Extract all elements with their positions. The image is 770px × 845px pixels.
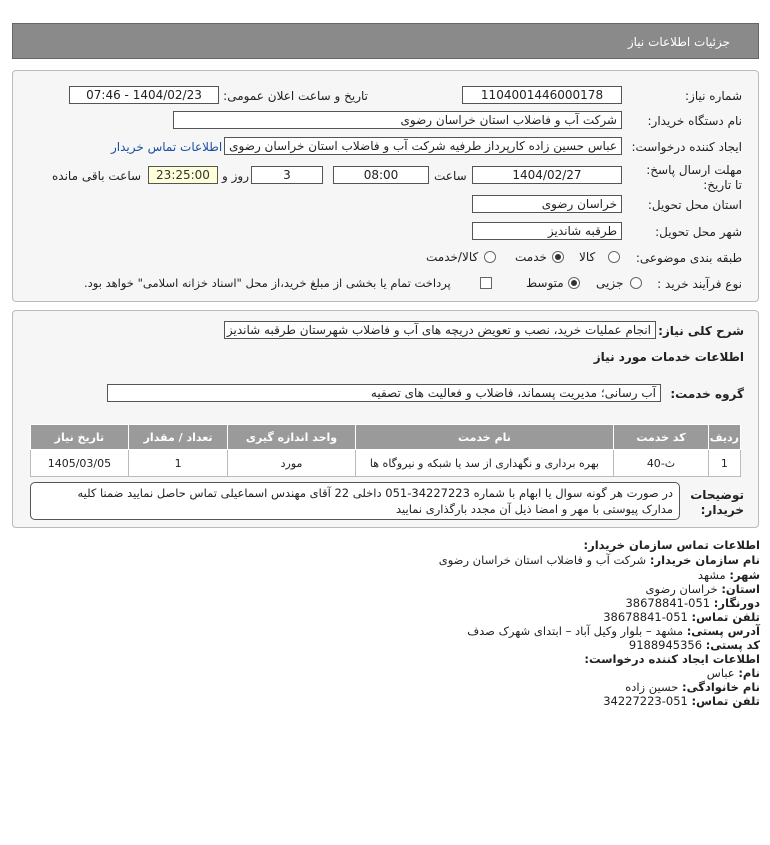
remaining-time-field: 23:25:00 (148, 166, 218, 184)
col-code-header: کد خدمت (614, 425, 709, 450)
buyer-label: نام دستگاه خریدار: (647, 114, 742, 128)
category-radio-service[interactable] (552, 251, 564, 263)
treasury-payment-note: پرداخت تمام یا بخشی از مبلغ خرید،از محل "اسناد خزانه اسلامی" خواهد بود. (84, 276, 451, 290)
table-row (31, 450, 741, 477)
org-address: مشهد – بلوار وکیل آباد – ابتدای شهرک صدف (467, 624, 684, 638)
cell-name: بهره برداری و نگهداری از سد یا شبکه و نیروگاه ها (355, 450, 613, 477)
days-field: 3 (251, 166, 323, 184)
buyer-notes-line1: در صورت هر گونه سوال یا ابهام با شماره 34227223-051 داخلی 22 آقای مهندس اسماعیلی تماس حاصل نمایید ضمنا کلیه (77, 486, 673, 500)
org-fax: 051-38678841 (625, 596, 711, 610)
creator-last-name: حسین زاده (625, 680, 679, 694)
creator-phone-line: تلفن تماس: 051-34227223 (603, 694, 760, 708)
creator-phone: 051-34227223 (603, 694, 688, 708)
org-name-line: نام سازمان خریدار: شرکت آب و فاضلاب استان خراسان رضوی (438, 553, 760, 567)
announce-label: تاریخ و ساعت اعلان عمومی: (223, 89, 368, 103)
deadline-time-label: ساعت (434, 169, 467, 183)
category-radio-goods[interactable] (608, 251, 620, 263)
process-radio-minor[interactable] (630, 277, 642, 289)
cell-code: ث-40 (614, 450, 709, 477)
province-label: استان محل تحویل: (647, 198, 742, 212)
need-number-label: شماره نیاز: (685, 89, 742, 103)
org-contact-title: اطلاعات تماس سازمان خریدار: (583, 538, 760, 552)
org-fax-line: دورنگار: 051-38678841 (625, 596, 760, 610)
creator-contact-title: اطلاعات ایجاد کننده درخواست: (584, 652, 760, 666)
creator-label: ایجاد کننده درخواست: (631, 140, 742, 154)
org-phone: 051-38678841 (603, 610, 688, 624)
province-field: خراسان رضوی (472, 195, 622, 213)
buyer-notes-box (30, 482, 680, 520)
deadline-date-field: 1404/02/27 (472, 166, 622, 184)
service-group-field: آب رسانی؛ مدیریت پسماند، فاضلاب و فعالیت های تصفیه (107, 384, 661, 402)
page-title: جزئیات اطلاعات نیاز (627, 35, 730, 49)
services-title: اطلاعات خدمات مورد نیاز (593, 350, 744, 364)
need-number-field: 1104001446000178 (462, 86, 622, 104)
cell-unit: مورد (228, 450, 355, 477)
col-unit-header: واحد اندازه گیری (228, 425, 355, 450)
treasury-payment-checkbox[interactable] (480, 277, 492, 289)
creator-last-name-line: نام خانوادگی: حسین زاده (625, 680, 760, 694)
org-postal-line: کد پستی: 9188945356 (628, 638, 760, 652)
category-radio-both[interactable] (484, 251, 496, 263)
days-label: روز و (222, 169, 249, 183)
category-option-both: کالا/خدمت (426, 250, 479, 264)
col-date-header: تاریخ نیاز (31, 425, 129, 450)
remaining-label: ساعت باقی مانده (52, 169, 142, 183)
buyer-notes-line2: مدارک پیوستی با مهر و امضا ذیل آن مجدد بارگذاری نمایید (396, 502, 673, 516)
creator-first-name: عباس (706, 666, 735, 680)
org-province: خراسان رضوی (645, 582, 718, 596)
deadline-time-field: 08:00 (333, 166, 429, 184)
buyer-contact-link[interactable]: اطلاعات تماس خریدار (111, 140, 223, 154)
org-postal: 9188945356 (628, 638, 703, 652)
creator-first-name-line: نام: عباس (706, 666, 760, 680)
org-city-line: شهر: مشهد (697, 568, 760, 582)
org-province-line: استان: خراسان رضوی (645, 582, 760, 596)
announce-field: 1404/02/23 - 07:46 (69, 86, 219, 104)
category-option-goods: کالا (579, 250, 596, 264)
cell-date: 1405/03/05 (31, 450, 129, 477)
process-option-medium: متوسط (526, 276, 564, 290)
service-group-label: گروه خدمت: (670, 387, 744, 401)
category-option-service: خدمت (515, 250, 547, 264)
buyer-field: شرکت آب و فاضلاب استان خراسان رضوی (173, 111, 622, 129)
org-phone-line: تلفن تماس: 051-38678841 (603, 610, 760, 624)
org-name: شرکت آب و فاضلاب استان خراسان رضوی (438, 553, 647, 567)
cell-row: 1 (708, 450, 740, 477)
buyer-notes-label: توضیحات خریدار: (690, 488, 744, 517)
org-address-line: آدرس پستی: مشهد – بلوار وکیل آباد – ابتدای شهرک صدف (467, 624, 760, 638)
org-city: مشهد (697, 568, 726, 582)
col-row-header: ردیف (708, 425, 740, 450)
city-label: شهر محل تحویل: (655, 225, 742, 239)
creator-field: عباس حسین زاده کارپرداز طرفیه شرکت آب و فاضلاب استان خراسان رضوی (224, 137, 622, 155)
process-radio-medium[interactable] (568, 277, 580, 289)
services-table (30, 424, 741, 477)
description-field: انجام عملیات خرید، نصب و تعویض دریچه های آب و فاضلاب شهرستان طرقبه شاندیز (224, 321, 656, 339)
process-label: نوع فرآیند خرید : (657, 277, 742, 291)
cell-qty: 1 (128, 450, 228, 477)
category-label: طبقه بندی موضوعی: (635, 251, 742, 265)
city-field: طرقبه شاندیز (472, 222, 622, 240)
process-option-minor: جزیی (596, 276, 624, 290)
col-qty-header: تعداد / مقدار (128, 425, 228, 450)
deadline-label: مهلت ارسال پاسخ: تا تاریخ: (646, 163, 742, 192)
description-label: شرح کلی نیاز: (658, 324, 744, 338)
col-name-header: نام خدمت (355, 425, 613, 450)
page-header (12, 23, 759, 59)
table-header-row (31, 425, 741, 450)
